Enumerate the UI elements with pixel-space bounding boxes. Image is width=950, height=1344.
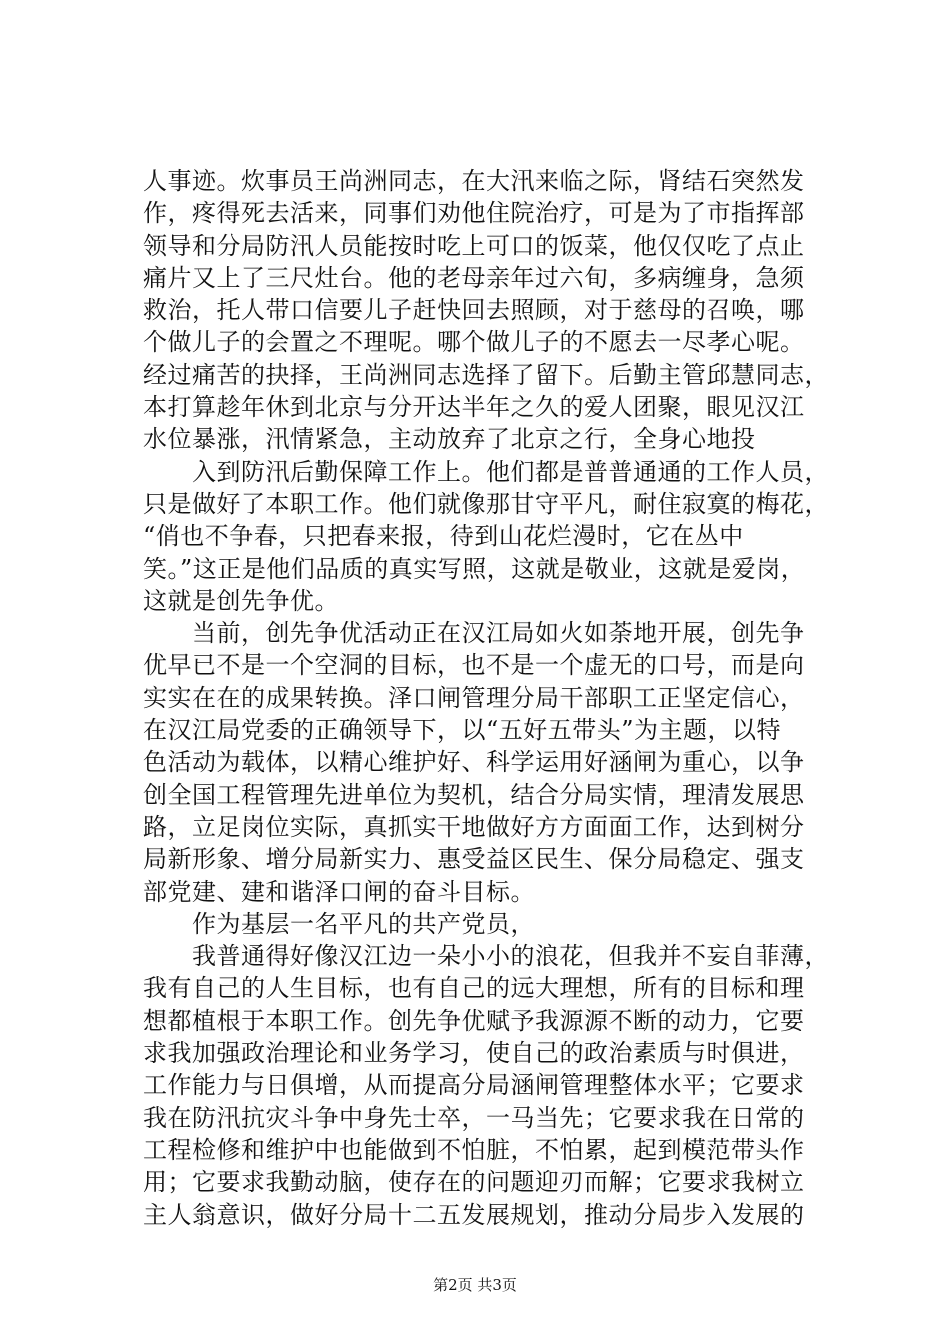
text-line: 用；它要求我勤动脑，使存在的问题迎刃而解；它要求我树立	[143, 1168, 805, 1197]
text-line: 在汉江局党委的正确领导下，以“五好五带头”为主题，以特	[143, 716, 782, 745]
text-line: 我在防汛抗灾斗争中身先士卒，一马当先；它要求我在日常的	[143, 1103, 805, 1132]
text-line: 作为基层一名平凡的共产党员，	[143, 909, 535, 938]
text-line: 我普通得好像汉江边一朵小小的浪花，但我并不妄自菲薄，	[143, 942, 829, 971]
page-number-label: 第2页 共3页	[433, 1276, 517, 1294]
text-line: 想都植根于本职工作。创先争优赋予我源源不断的动力，它要	[143, 1006, 805, 1035]
text-line: 求我加强政治理论和业务学习，使自己的政治素质与时俱进，	[143, 1039, 805, 1068]
text-line: 实实在在的成果转换。泽口闸管理分局干部职工正坚定信心，	[143, 683, 805, 712]
body-text	[143, 165, 843, 1231]
text-line: 作，疼得死去活来，同事们劝他住院治疗，可是为了市指挥部	[143, 199, 805, 228]
text-line: 主人翁意识，做好分局十二五发展规划，推动分局步入发展的	[143, 1200, 805, 1229]
text-line: 入到防汛后勤保障工作上。他们都是普普通通的工作人员，	[143, 457, 829, 486]
text-line: 当前，创先争优活动正在汉江局如火如荼地开展，创先争	[143, 619, 805, 648]
text-line: 只是做好了本职工作。他们就像那甘守平凡，耐住寂寞的梅花，	[143, 489, 829, 518]
page-footer	[0, 1275, 950, 1295]
text-line: 痛片又上了三尺灶台。他的老母亲年过六旬，多病缠身，急须	[143, 263, 805, 292]
text-line: 这就是创先争优。	[143, 586, 339, 615]
text-line: 工程检修和维护中也能做到不怕脏，不怕累，起到模范带头作	[143, 1135, 805, 1164]
text-line: 人事迹。炊事员王尚洲同志，在大汛来临之际，肾结石突然发	[143, 167, 805, 195]
text-line: 个做儿子的会置之不理呢。哪个做儿子的不愿去一尽孝心呢。	[143, 328, 805, 357]
text-line: 工作能力与日俱增，从而提高分局涵闸管理整体水平；它要求	[143, 1071, 805, 1100]
text-line: 局新形象、增分局新实力、惠受益区民生、保分局稳定、强支	[143, 845, 805, 874]
text-line: 优早已不是一个空洞的目标，也不是一个虚无的口号，而是向	[143, 651, 805, 680]
text-line: 我有自己的人生目标，也有自己的远大理想，所有的目标和理	[143, 974, 805, 1003]
text-line: 领导和分局防汛人员能按时吃上可口的饭菜，他仅仅吃了点止	[143, 231, 805, 260]
text-line: 创全国工程管理先进单位为契机，结合分局实情，理清发展思	[143, 780, 805, 809]
text-line: 经过痛苦的抉择，王尚洲同志选择了留下。后勤主管邱慧同志，	[143, 360, 829, 389]
text-line: 路，立足岗位实际，真抓实干地做好方方面面工作，达到树分	[143, 812, 805, 841]
text-line: “俏也不争春，只把春来报，待到山花烂漫时，它在丛中	[143, 522, 744, 551]
text-line: 笑。”这正是他们品质的真实写照，这就是敬业，这就是爱岗，	[143, 554, 806, 583]
text-line: 水位暴涨，汛情紧急，主动放弃了北京之行，全身心地投	[143, 425, 756, 454]
text-line: 部党建、建和谐泽口闸的奋斗目标。	[143, 877, 535, 906]
text-line: 救治，托人带口信要儿子赶快回去照顾，对于慈母的召唤，哪	[143, 296, 805, 325]
text-line: 色活动为载体，以精心维护好、科学运用好涵闸为重心，以争	[143, 748, 805, 777]
text-line: 本打算趁年休到北京与分开达半年之久的爱人团聚，眼见汉江	[143, 393, 805, 422]
